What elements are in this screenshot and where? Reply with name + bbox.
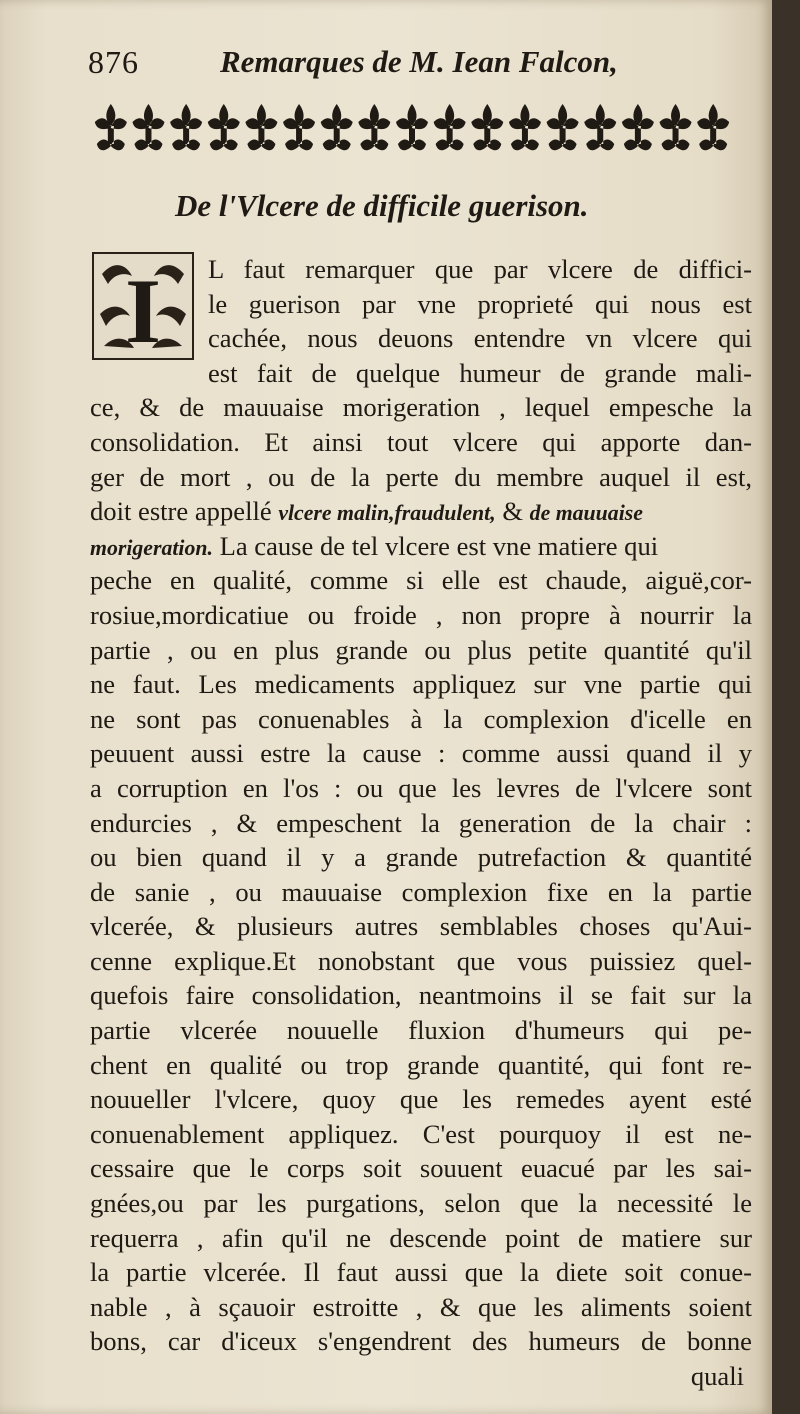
text-line: partie vlcerée nouuelle fluxion d'humeurs qui pe- (90, 1015, 752, 1046)
fleuron-icon (509, 104, 541, 150)
running-title: Remarques de M. Iean Falcon, (220, 44, 618, 79)
running-head (88, 38, 688, 86)
text-segment: & (495, 496, 530, 527)
catchword: quali (690, 1361, 744, 1391)
text-line: ne sont pas conuenables à la complexion d'icelle en (90, 703, 752, 734)
drop-cap-letter: I (125, 260, 161, 360)
fleuron-icon (358, 104, 390, 150)
text-line: peche en qualité, comme si elle est chaude, aiguë,cor- (90, 565, 752, 596)
fleuron-icon (547, 104, 579, 150)
fleuron-icon (396, 104, 428, 150)
text-line: vlcerée, & plusieurs autres semblables choses qu'Aui- (90, 911, 752, 942)
text-line: consolidation. Et ainsi tout vlcere qui apporte dan- (90, 426, 752, 457)
text-segment: La cause de tel vlcere est vne matiere qui (212, 530, 659, 561)
text-line: quefois faire consolidation, neantmoins il se fait sur la (90, 980, 752, 1011)
text-line: est fait de quelque humeur de grande mali- (208, 357, 752, 388)
fleuron-icon (132, 104, 164, 150)
text-line: ger de mort , ou de la perte du membre auquel il est, (90, 461, 752, 492)
fleuron-band-icon (92, 100, 732, 156)
fleuron-icon (95, 104, 127, 150)
page-number: 876 (88, 44, 139, 80)
fleuron-icon (697, 104, 729, 150)
text-line: requerra , afin qu'il ne descende point de matiere sur (90, 1222, 752, 1253)
text-line: endurcies , & empeschent la generation de la chair : (90, 807, 752, 838)
text-line (90, 494, 752, 529)
text-line (90, 529, 752, 564)
italic-term: morigeration. (90, 535, 213, 560)
text-segment: doit estre appellé (90, 496, 279, 527)
italic-term: vlcere malin,fraudulent, (278, 501, 496, 526)
text-line: la partie vlcerée. Il faut aussi que la diete soit conue- (90, 1257, 752, 1288)
fleuron-icon (434, 104, 466, 150)
text-line: de sanie , ou mauuaise complexion fixe en la partie (90, 876, 752, 907)
italic-term: de mauuaise (529, 501, 643, 526)
text-line: partie , ou en plus grande ou plus petite quantité qu'il (90, 634, 752, 665)
fleuron-icon (471, 104, 503, 150)
text-line: cessaire que le corps soit souuent euacué par les sai- (90, 1153, 752, 1184)
text-line: a corruption en l'os : ou que les levres de l'vlcere sont (90, 772, 752, 803)
fleuron-icon (208, 104, 240, 150)
text-line: rosiue,mordicatiue ou froide , non propre à nourrir la (90, 599, 752, 630)
text-line: nable , à sçauoir estroitte , & que les aliments soient (90, 1291, 752, 1322)
fleuron-icon (283, 104, 315, 150)
fleuron-icon (170, 104, 202, 150)
fleuron-icon (321, 104, 353, 150)
fleuron-icon (245, 104, 277, 150)
text-line: ce, & de mauuaise morigeration , lequel empesche la (90, 392, 752, 423)
text-line: conuenablement appliquez. C'est pourquoy il est ne- (90, 1118, 752, 1149)
text-line: cachée, nous deuons entendre vn vlcere qui (208, 323, 752, 354)
text-line: nouueller l'vlcere, quoy que les remedes ayent esté (90, 1084, 752, 1115)
text-line: ou bien quand il y a grande putrefaction & quantité (90, 842, 752, 873)
section-heading: De l'Vlcere de difficile guerison. (175, 188, 589, 223)
text-line: le guerison par vne proprieté qui nous est (208, 288, 752, 319)
text-line: chent en qualité ou trop grande quantité, qui font re- (90, 1049, 752, 1080)
text-line: ne faut. Les medicaments appliquez sur vne partie qui (90, 669, 752, 700)
text-line: L faut remarquer que par vlcere de diffici- (208, 254, 752, 284)
text-line: bons, car d'iceux s'engendrent des humeurs de bonne (90, 1326, 752, 1357)
fleuron-icon (660, 104, 692, 150)
fleuron-icon (584, 104, 616, 150)
text-line: peuuent aussi estre la cause : comme aussi quand il y (90, 738, 752, 769)
text-line: gnées,ou par les purgations, selon que la necessité le (90, 1188, 752, 1219)
fleuron-icon (622, 104, 654, 150)
body-text (90, 252, 752, 1394)
text-line: cenne explique.Et nonobstant que vous puissiez quel- (90, 945, 752, 976)
